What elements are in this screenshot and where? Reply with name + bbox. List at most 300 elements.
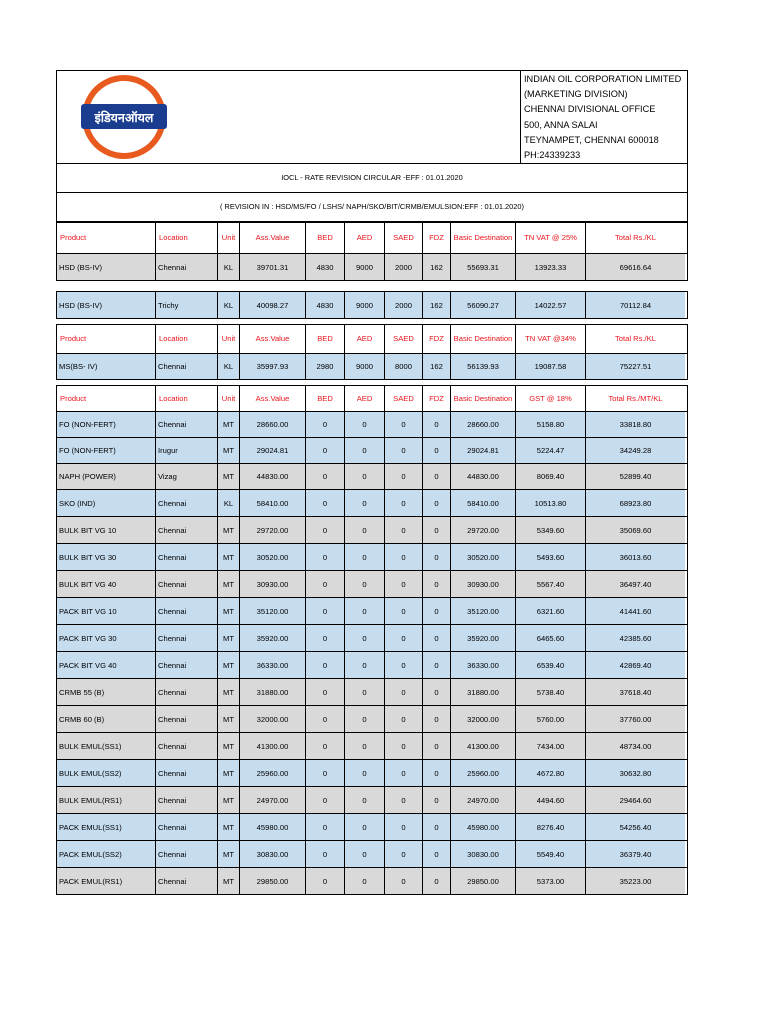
cell-fdz: 0 xyxy=(423,706,451,732)
cell-saed: 0 xyxy=(385,517,423,543)
column-header-product: Product xyxy=(57,325,156,353)
logo-cell xyxy=(57,71,521,163)
cell-basic-destination: 55693.31 xyxy=(451,254,516,280)
cell-ass-value: 29850.00 xyxy=(240,868,306,894)
cell-unit: MT xyxy=(218,598,240,624)
company-division: (MARKETING DIVISION) xyxy=(524,89,628,100)
cell-aed: 0 xyxy=(345,760,385,786)
cell-aed: 0 xyxy=(345,679,385,705)
cell-basic-destination: 31880.00 xyxy=(451,679,516,705)
cell-total: 36379.40 xyxy=(586,841,685,867)
cell-location: Chennai xyxy=(156,254,218,280)
table-row xyxy=(57,705,687,732)
cell-location: Chennai xyxy=(156,733,218,759)
cell-bed: 0 xyxy=(306,412,345,437)
cell-bed: 4830 xyxy=(306,254,345,280)
cell-unit: MT xyxy=(218,679,240,705)
cell-ass-value: 40098.27 xyxy=(240,292,306,318)
cell-saed: 0 xyxy=(385,814,423,840)
cell-fdz: 162 xyxy=(423,354,451,379)
column-header-total: Total Rs./KL xyxy=(615,233,656,242)
table-row xyxy=(57,651,687,678)
column-header-ass-value: Ass.Value xyxy=(240,325,306,353)
cell-ass-value: 24970.00 xyxy=(240,787,306,813)
table-row xyxy=(57,813,687,840)
header-row xyxy=(57,71,687,163)
table-row xyxy=(57,292,687,318)
cell-tax: 5549.40 xyxy=(516,841,586,867)
cell-product: MS(BS- IV) xyxy=(57,354,156,379)
cell-bed: 0 xyxy=(306,814,345,840)
cell-fdz: 0 xyxy=(423,733,451,759)
cell-aed: 0 xyxy=(345,464,385,489)
cell-fdz: 0 xyxy=(423,438,451,463)
cell-aed: 0 xyxy=(345,571,385,597)
cell-location: Chennai xyxy=(156,544,218,570)
column-header-location: Location xyxy=(156,386,218,411)
cell-basic-destination: 25960.00 xyxy=(451,760,516,786)
column-header-unit: Unit xyxy=(218,386,240,411)
cell-total: 37760.00 xyxy=(586,706,685,732)
cell-aed: 0 xyxy=(345,652,385,678)
table-row xyxy=(57,353,687,379)
cell-product: CRMB 55 (B) xyxy=(57,679,156,705)
table-row xyxy=(57,732,687,759)
cell-product: HSD (BS-IV) xyxy=(57,292,156,318)
cell-saed: 0 xyxy=(385,598,423,624)
cell-ass-value: 29720.00 xyxy=(240,517,306,543)
cell-fdz: 162 xyxy=(423,254,451,280)
cell-product: BULK EMUL(SS2) xyxy=(57,760,156,786)
cell-total: 35223.00 xyxy=(586,868,685,894)
cell-total: 42869.40 xyxy=(586,652,685,678)
cell-location: Chennai xyxy=(156,706,218,732)
cell-ass-value: 35997.93 xyxy=(240,354,306,379)
cell-basic-destination: 45980.00 xyxy=(451,814,516,840)
table-row xyxy=(57,867,687,894)
cell-tax: 10513.80 xyxy=(516,490,586,516)
cell-tax: 7434.00 xyxy=(516,733,586,759)
cell-basic-destination: 29850.00 xyxy=(451,868,516,894)
table-row xyxy=(57,437,687,463)
table-row xyxy=(57,570,687,597)
cell-location: Chennai xyxy=(156,814,218,840)
cell-aed: 9000 xyxy=(345,254,385,280)
revision-line: ( REVISION IN : HSD/MS/FO / LSHS/ NAPH/SKO/BIT/CRMB/EMULSION:EFF : 01.01.2020) xyxy=(57,192,687,221)
table-row xyxy=(57,597,687,624)
cell-aed: 0 xyxy=(345,625,385,651)
rate-table-block xyxy=(56,385,688,895)
cell-fdz: 0 xyxy=(423,625,451,651)
cell-location: Chennai xyxy=(156,760,218,786)
cell-unit: KL xyxy=(218,254,240,280)
cell-unit: MT xyxy=(218,868,240,894)
table-header-row xyxy=(57,222,687,253)
cell-saed: 0 xyxy=(385,652,423,678)
cell-saed: 0 xyxy=(385,841,423,867)
cell-unit: KL xyxy=(218,490,240,516)
cell-fdz: 0 xyxy=(423,571,451,597)
column-header-total: Total Rs./MT/KL xyxy=(608,393,663,403)
cell-basic-destination: 24970.00 xyxy=(451,787,516,813)
cell-saed: 0 xyxy=(385,706,423,732)
table-row xyxy=(57,543,687,570)
table-row xyxy=(57,840,687,867)
cell-fdz: 0 xyxy=(423,814,451,840)
cell-fdz: 0 xyxy=(423,760,451,786)
cell-location: Chennai xyxy=(156,841,218,867)
cell-fdz: 0 xyxy=(423,412,451,437)
cell-location: Chennai xyxy=(156,652,218,678)
cell-unit: MT xyxy=(218,760,240,786)
cell-unit: MT xyxy=(218,652,240,678)
cell-total: 42385.60 xyxy=(586,625,685,651)
column-header-aed: AED xyxy=(345,325,385,353)
cell-bed: 0 xyxy=(306,544,345,570)
cell-location: Chennai xyxy=(156,490,218,516)
cell-location: Irugur xyxy=(156,438,218,463)
cell-bed: 0 xyxy=(306,571,345,597)
cell-fdz: 0 xyxy=(423,490,451,516)
cell-location: Chennai xyxy=(156,787,218,813)
column-header-fdz: FDZ xyxy=(423,223,451,253)
column-header-saed: SAED xyxy=(385,223,423,253)
cell-product: BULK BIT VG 10 xyxy=(57,517,156,543)
cell-unit: MT xyxy=(218,733,240,759)
cell-saed: 0 xyxy=(385,464,423,489)
column-header-location: Location xyxy=(156,223,218,253)
cell-ass-value: 29024.81 xyxy=(240,438,306,463)
cell-ass-value: 35120.00 xyxy=(240,598,306,624)
column-header-saed: SAED xyxy=(385,325,423,353)
cell-basic-destination: 30930.00 xyxy=(451,571,516,597)
cell-ass-value: 35920.00 xyxy=(240,625,306,651)
table-row xyxy=(57,516,687,543)
cell-location: Vizag xyxy=(156,464,218,489)
cell-total: 70112.84 xyxy=(586,292,685,318)
column-header-aed: AED xyxy=(345,223,385,253)
cell-bed: 0 xyxy=(306,787,345,813)
cell-total: 34249.28 xyxy=(586,438,685,463)
table-header-row xyxy=(57,386,687,411)
cell-product: PACK EMUL(SS2) xyxy=(57,841,156,867)
cell-saed: 0 xyxy=(385,868,423,894)
cell-total: 75227.51 xyxy=(586,354,685,379)
cell-bed: 0 xyxy=(306,652,345,678)
column-header-bed: BED xyxy=(306,386,345,411)
column-header-basic-destination: Basic Destination xyxy=(451,223,516,253)
cell-aed: 9000 xyxy=(345,292,385,318)
cell-basic-destination: 35920.00 xyxy=(451,625,516,651)
table-row xyxy=(57,411,687,437)
cell-total: 41441.60 xyxy=(586,598,685,624)
cell-total: 29464.60 xyxy=(586,787,685,813)
cell-aed: 0 xyxy=(345,787,385,813)
cell-tax: 4494.60 xyxy=(516,787,586,813)
cell-total: 30632.80 xyxy=(586,760,685,786)
column-header-ass-value: Ass.Value xyxy=(240,386,306,411)
cell-aed: 0 xyxy=(345,868,385,894)
cell-aed: 0 xyxy=(345,438,385,463)
cell-bed: 0 xyxy=(306,517,345,543)
cell-tax: 5158.80 xyxy=(516,412,586,437)
cell-total: 33818.80 xyxy=(586,412,685,437)
cell-ass-value: 36330.00 xyxy=(240,652,306,678)
cell-unit: MT xyxy=(218,517,240,543)
cell-tax: 5738.40 xyxy=(516,679,586,705)
cell-ass-value: 58410.00 xyxy=(240,490,306,516)
cell-product: PACK EMUL(RS1) xyxy=(57,868,156,894)
cell-unit: KL xyxy=(218,354,240,379)
indianoil-logo xyxy=(79,74,169,160)
cell-bed: 0 xyxy=(306,733,345,759)
cell-unit: MT xyxy=(218,706,240,732)
cell-ass-value: 41300.00 xyxy=(240,733,306,759)
cell-bed: 0 xyxy=(306,868,345,894)
cell-tax: 8069.40 xyxy=(516,464,586,489)
cell-location: Chennai xyxy=(156,354,218,379)
cell-tax: 14022.57 xyxy=(516,292,586,318)
column-header-product: Product xyxy=(57,386,156,411)
table-header-row xyxy=(57,325,687,353)
cell-aed: 0 xyxy=(345,814,385,840)
column-header-tax: TN VAT @34% xyxy=(516,325,586,353)
cell-aed: 0 xyxy=(345,544,385,570)
cell-unit: MT xyxy=(218,438,240,463)
cell-aed: 0 xyxy=(345,412,385,437)
cell-saed: 0 xyxy=(385,679,423,705)
cell-total: 48734.00 xyxy=(586,733,685,759)
cell-tax: 13923.33 xyxy=(516,254,586,280)
column-header-basic-destination: Basic Destination xyxy=(451,386,516,411)
cell-location: Chennai xyxy=(156,517,218,543)
cell-basic-destination: 28660.00 xyxy=(451,412,516,437)
cell-total: 37618.40 xyxy=(586,679,685,705)
cell-ass-value: 31880.00 xyxy=(240,679,306,705)
cell-tax: 6539.40 xyxy=(516,652,586,678)
cell-total: 68923.80 xyxy=(586,490,685,516)
column-header-location: Location xyxy=(156,325,218,353)
cell-product: FO (NON-FERT) xyxy=(57,412,156,437)
cell-tax: 5349.60 xyxy=(516,517,586,543)
table-row xyxy=(57,253,687,280)
cell-saed: 0 xyxy=(385,787,423,813)
cell-tax: 5567.40 xyxy=(516,571,586,597)
cell-tax: 8276.40 xyxy=(516,814,586,840)
cell-basic-destination: 29024.81 xyxy=(451,438,516,463)
cell-saed: 0 xyxy=(385,625,423,651)
table-row xyxy=(57,678,687,705)
cell-location: Chennai xyxy=(156,598,218,624)
column-header-unit: Unit xyxy=(218,223,240,253)
cell-bed: 0 xyxy=(306,464,345,489)
cell-product: FO (NON-FERT) xyxy=(57,438,156,463)
cell-fdz: 0 xyxy=(423,544,451,570)
table-row xyxy=(57,786,687,813)
cell-fdz: 162 xyxy=(423,292,451,318)
cell-tax: 4672.80 xyxy=(516,760,586,786)
logo-text: इंडियनऑयल xyxy=(94,110,154,125)
cell-saed: 0 xyxy=(385,490,423,516)
cell-product: NAPH (POWER) xyxy=(57,464,156,489)
cell-ass-value: 44830.00 xyxy=(240,464,306,489)
cell-fdz: 0 xyxy=(423,517,451,543)
cell-fdz: 0 xyxy=(423,598,451,624)
cell-unit: MT xyxy=(218,571,240,597)
cell-product: BULK EMUL(RS1) xyxy=(57,787,156,813)
cell-unit: MT xyxy=(218,412,240,437)
cell-fdz: 0 xyxy=(423,787,451,813)
cell-unit: MT xyxy=(218,841,240,867)
cell-total: 54256.40 xyxy=(586,814,685,840)
cell-bed: 0 xyxy=(306,841,345,867)
cell-bed: 0 xyxy=(306,438,345,463)
table-row xyxy=(57,489,687,516)
cell-aed: 0 xyxy=(345,490,385,516)
cell-saed: 0 xyxy=(385,571,423,597)
cell-tax: 19087.58 xyxy=(516,354,586,379)
cell-tax: 5493.60 xyxy=(516,544,586,570)
cell-basic-destination: 41300.00 xyxy=(451,733,516,759)
cell-basic-destination: 32000.00 xyxy=(451,706,516,732)
company-office: CHENNAI DIVISIONAL OFFICE xyxy=(524,104,656,115)
cell-saed: 2000 xyxy=(385,292,423,318)
company-address xyxy=(521,71,687,163)
cell-location: Chennai xyxy=(156,412,218,437)
cell-tax: 5760.00 xyxy=(516,706,586,732)
cell-unit: MT xyxy=(218,625,240,651)
cell-location: Chennai xyxy=(156,679,218,705)
cell-ass-value: 30930.00 xyxy=(240,571,306,597)
table-row xyxy=(57,759,687,786)
cell-unit: MT xyxy=(218,544,240,570)
circular-header-block xyxy=(56,70,688,222)
cell-basic-destination: 36330.00 xyxy=(451,652,516,678)
cell-bed: 0 xyxy=(306,706,345,732)
circular-title: IOCL - RATE REVISION CIRCULAR -EFF : 01.01.2020 xyxy=(57,163,687,192)
cell-basic-destination: 44830.00 xyxy=(451,464,516,489)
column-header-basic-destination: Basic Destination xyxy=(451,325,516,353)
column-header-fdz: FDZ xyxy=(423,386,451,411)
column-header-tax: TN VAT @ 25% xyxy=(516,223,586,253)
cell-basic-destination: 58410.00 xyxy=(451,490,516,516)
cell-tax: 5224.47 xyxy=(516,438,586,463)
cell-product: BULK EMUL(SS1) xyxy=(57,733,156,759)
cell-ass-value: 30830.00 xyxy=(240,841,306,867)
cell-product: BULK BIT VG 40 xyxy=(57,571,156,597)
cell-location: Chennai xyxy=(156,571,218,597)
cell-location: Chennai xyxy=(156,868,218,894)
cell-fdz: 0 xyxy=(423,841,451,867)
cell-product: PACK BIT VG 40 xyxy=(57,652,156,678)
cell-basic-destination: 30520.00 xyxy=(451,544,516,570)
cell-saed: 0 xyxy=(385,733,423,759)
cell-basic-destination: 29720.00 xyxy=(451,517,516,543)
cell-saed: 0 xyxy=(385,412,423,437)
cell-saed: 0 xyxy=(385,544,423,570)
cell-basic-destination: 56139.93 xyxy=(451,354,516,379)
column-header-total: Total Rs./KL xyxy=(615,334,656,343)
cell-ass-value: 30520.00 xyxy=(240,544,306,570)
cell-ass-value: 39701.31 xyxy=(240,254,306,280)
column-header-bed: BED xyxy=(306,325,345,353)
cell-location: Chennai xyxy=(156,625,218,651)
cell-total: 35069.60 xyxy=(586,517,685,543)
cell-total: 36013.60 xyxy=(586,544,685,570)
cell-ass-value: 45980.00 xyxy=(240,814,306,840)
column-header-product: Product xyxy=(57,223,156,253)
rate-table-block xyxy=(56,324,688,380)
cell-product: PACK BIT VG 30 xyxy=(57,625,156,651)
cell-bed: 2980 xyxy=(306,354,345,379)
cell-product: CRMB 60 (B) xyxy=(57,706,156,732)
cell-product: HSD (BS-IV) xyxy=(57,254,156,280)
company-street: 500, ANNA SALAI xyxy=(524,119,598,130)
company-phone: PH:24339233 xyxy=(524,150,581,161)
company-city: TEYNAMPET, CHENNAI 600018 xyxy=(524,134,659,145)
cell-saed: 2000 xyxy=(385,254,423,280)
cell-tax: 6465.60 xyxy=(516,625,586,651)
cell-ass-value: 25960.00 xyxy=(240,760,306,786)
column-header-unit: Unit xyxy=(218,325,240,353)
cell-fdz: 0 xyxy=(423,679,451,705)
rate-table-block xyxy=(56,291,688,319)
cell-ass-value: 32000.00 xyxy=(240,706,306,732)
cell-location: Trichy xyxy=(156,292,218,318)
cell-product: PACK BIT VG 10 xyxy=(57,598,156,624)
cell-total: 52899.40 xyxy=(586,464,685,489)
cell-bed: 0 xyxy=(306,679,345,705)
cell-tax: 5373.00 xyxy=(516,868,586,894)
cell-bed: 0 xyxy=(306,625,345,651)
cell-total: 36497.40 xyxy=(586,571,685,597)
cell-aed: 0 xyxy=(345,517,385,543)
rate-circular-sheet xyxy=(56,70,688,895)
cell-aed: 0 xyxy=(345,841,385,867)
column-header-aed: AED xyxy=(345,386,385,411)
table-row xyxy=(57,463,687,489)
cell-aed: 0 xyxy=(345,706,385,732)
cell-bed: 0 xyxy=(306,760,345,786)
cell-aed: 0 xyxy=(345,598,385,624)
cell-basic-destination: 30830.00 xyxy=(451,841,516,867)
cell-unit: MT xyxy=(218,787,240,813)
cell-fdz: 0 xyxy=(423,652,451,678)
cell-product: PACK EMUL(SS1) xyxy=(57,814,156,840)
rate-table-block xyxy=(56,222,688,281)
cell-saed: 8000 xyxy=(385,354,423,379)
cell-unit: MT xyxy=(218,814,240,840)
rate-tables xyxy=(56,222,688,895)
table-row xyxy=(57,624,687,651)
column-header-bed: BED xyxy=(306,223,345,253)
cell-product: SKO (IND) xyxy=(57,490,156,516)
cell-bed: 4830 xyxy=(306,292,345,318)
column-header-saed: SAED xyxy=(385,386,423,411)
cell-aed: 9000 xyxy=(345,354,385,379)
cell-fdz: 0 xyxy=(423,868,451,894)
cell-aed: 0 xyxy=(345,733,385,759)
column-header-ass-value: Ass.Value xyxy=(240,223,306,253)
company-name: INDIAN OIL CORPORATION LIMITED xyxy=(524,74,682,84)
column-header-fdz: FDZ xyxy=(423,325,451,353)
cell-unit: KL xyxy=(218,292,240,318)
cell-total: 69616.64 xyxy=(586,254,685,280)
cell-ass-value: 28660.00 xyxy=(240,412,306,437)
cell-product: BULK BIT VG 30 xyxy=(57,544,156,570)
cell-basic-destination: 56090.27 xyxy=(451,292,516,318)
cell-tax: 6321.60 xyxy=(516,598,586,624)
